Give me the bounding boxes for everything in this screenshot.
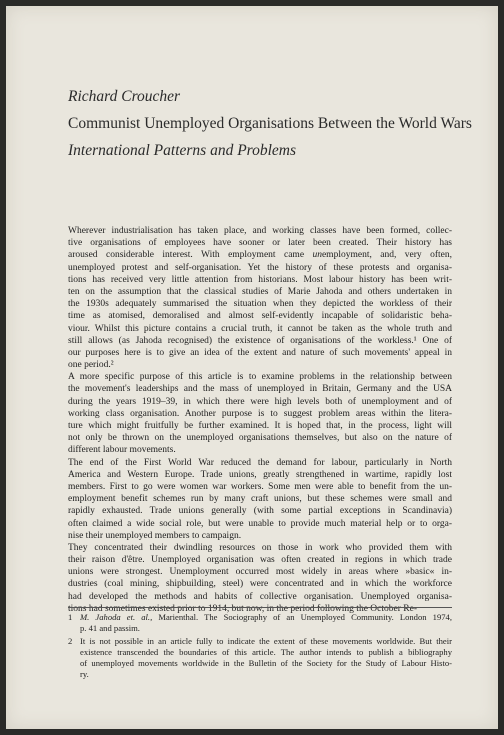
footnote-text [80, 636, 452, 680]
body-line: the movement's leaderships and the mass of unemployed in Britain, Germany and the USA [68, 384, 452, 395]
footnote-line: Marienthal. The Sociography of an Unemployed Community. London 1974, [152, 612, 452, 622]
body-line: viour. Whilst this picture contains a crucial truth, it cannot be taken as the whole truth and [68, 323, 452, 334]
body-line: tions had sometimes existed prior to 1914, but now, in the period following the October Re- [68, 603, 417, 614]
body-line: their raison d'être. Unemployed organisation was often created in regions in which trade [68, 555, 452, 566]
body-line: often claimed a wide social role, but were unable to provide much material help or to orga- [68, 518, 452, 529]
body-line: ture which might fruitfully be further examined. It is hoped that, in the process, light will [68, 421, 452, 431]
footnote-line: existence transcended the boundaries of this article. The author intends to publish a bibliography [80, 647, 452, 657]
body-line: America and Western Europe. Trade unions, greatly strengthened in wartime, rapidly lost [68, 469, 452, 480]
footnote-text [80, 612, 452, 634]
footnote-line: p. 41 and passim. [80, 623, 140, 633]
body-line: tions has received very little attention from historians. Most labour history has been writ- [68, 274, 452, 285]
body-line: They concentrated their dwindling resources on those in work who provided them with [68, 542, 452, 553]
footnote-number: 2 [68, 636, 73, 646]
body-line: our purposes here is to give an idea of the extent and nature of such movements' appeal in [68, 347, 452, 358]
footnote-line: of unemployed movements worldwide in the Bulletin of the Society for the Study of Labour Histo- [80, 658, 452, 668]
body-line: the 1930s adequately summarised the situation when they depicted the workless of their [68, 299, 452, 310]
body-line: aroused considerable interest. With employment came unemployment, and, very often, [68, 250, 452, 261]
footnote-number: 1 [68, 612, 73, 622]
body-line: time as atomised, demoralised and almost self-evidently incapable of solidaristic beha- [68, 311, 452, 322]
footnote-divider [68, 607, 452, 608]
body-line: ten on the assumption that the classical studies of Marie Jahoda and others undertaken in [68, 286, 452, 297]
body-line: still allows (as Jahoda recognised) the existence of organisations of the workless.¹ One of [68, 335, 452, 346]
body-line: tive organisations of employees have sooner or later been created. Their history has [68, 238, 452, 249]
body-line: members. First to go were women war workers. Some men were able to benefit from the un- [68, 481, 452, 492]
body-line: nise their unemployed members to campaign. [68, 530, 242, 541]
page [6, 6, 498, 729]
body-line: working class organisation. Another purpose is to suggest problem areas within the litera- [68, 408, 452, 419]
body-line: employment benefit schemes run by many craft unions, but these schemes were small and [68, 494, 452, 505]
article-author: Richard Croucher [68, 88, 181, 105]
body-line: one period.² [68, 360, 114, 371]
article-subtitle: International Patterns and Problems [68, 142, 297, 159]
article-body [68, 225, 452, 615]
body-line: unemployed protest and self-organisation. Yet the history of these protests and organisa- [68, 262, 452, 273]
body-line: The end of the First World War reduced the demand for labour, particularly in North [68, 457, 452, 468]
body-line: unions were strongest. Unemployment occurred most widely in areas where »basic« in- [68, 567, 452, 578]
footnote-line: ry. [80, 669, 89, 679]
body-line: A more specific purpose of this article is to examine problems in the relationship between [68, 372, 452, 383]
body-line: not only be thrown on the unemployed organisations themselves, but also on the nature of [68, 433, 452, 444]
body-line: rapidly exhausted. Trade unions generally (with some partial exceptions in Scandinavia) [68, 506, 452, 517]
footnote-author: M. Jahoda et. al., [80, 612, 153, 622]
body-line: during the years 1919–39, in which there were high levels both of unemployment and of [68, 396, 452, 407]
article-title: Communist Unemployed Organisations Between the World Wars [68, 115, 472, 132]
body-line: had developed the methods and habits of collective organisation. Unemployed organisa- [68, 591, 452, 602]
body-line: dustries (coal mining, shipbuilding, steel) were concentrated and in which the workforce [68, 579, 452, 590]
footnote-line: It is not possible in an article fully to indicate the extent of these movements worldwide. But their [80, 636, 452, 646]
body-line: Wherever industrialisation has taken place, and working classes have been formed, collec- [68, 226, 452, 236]
body-line: different labour movements. [68, 445, 176, 456]
